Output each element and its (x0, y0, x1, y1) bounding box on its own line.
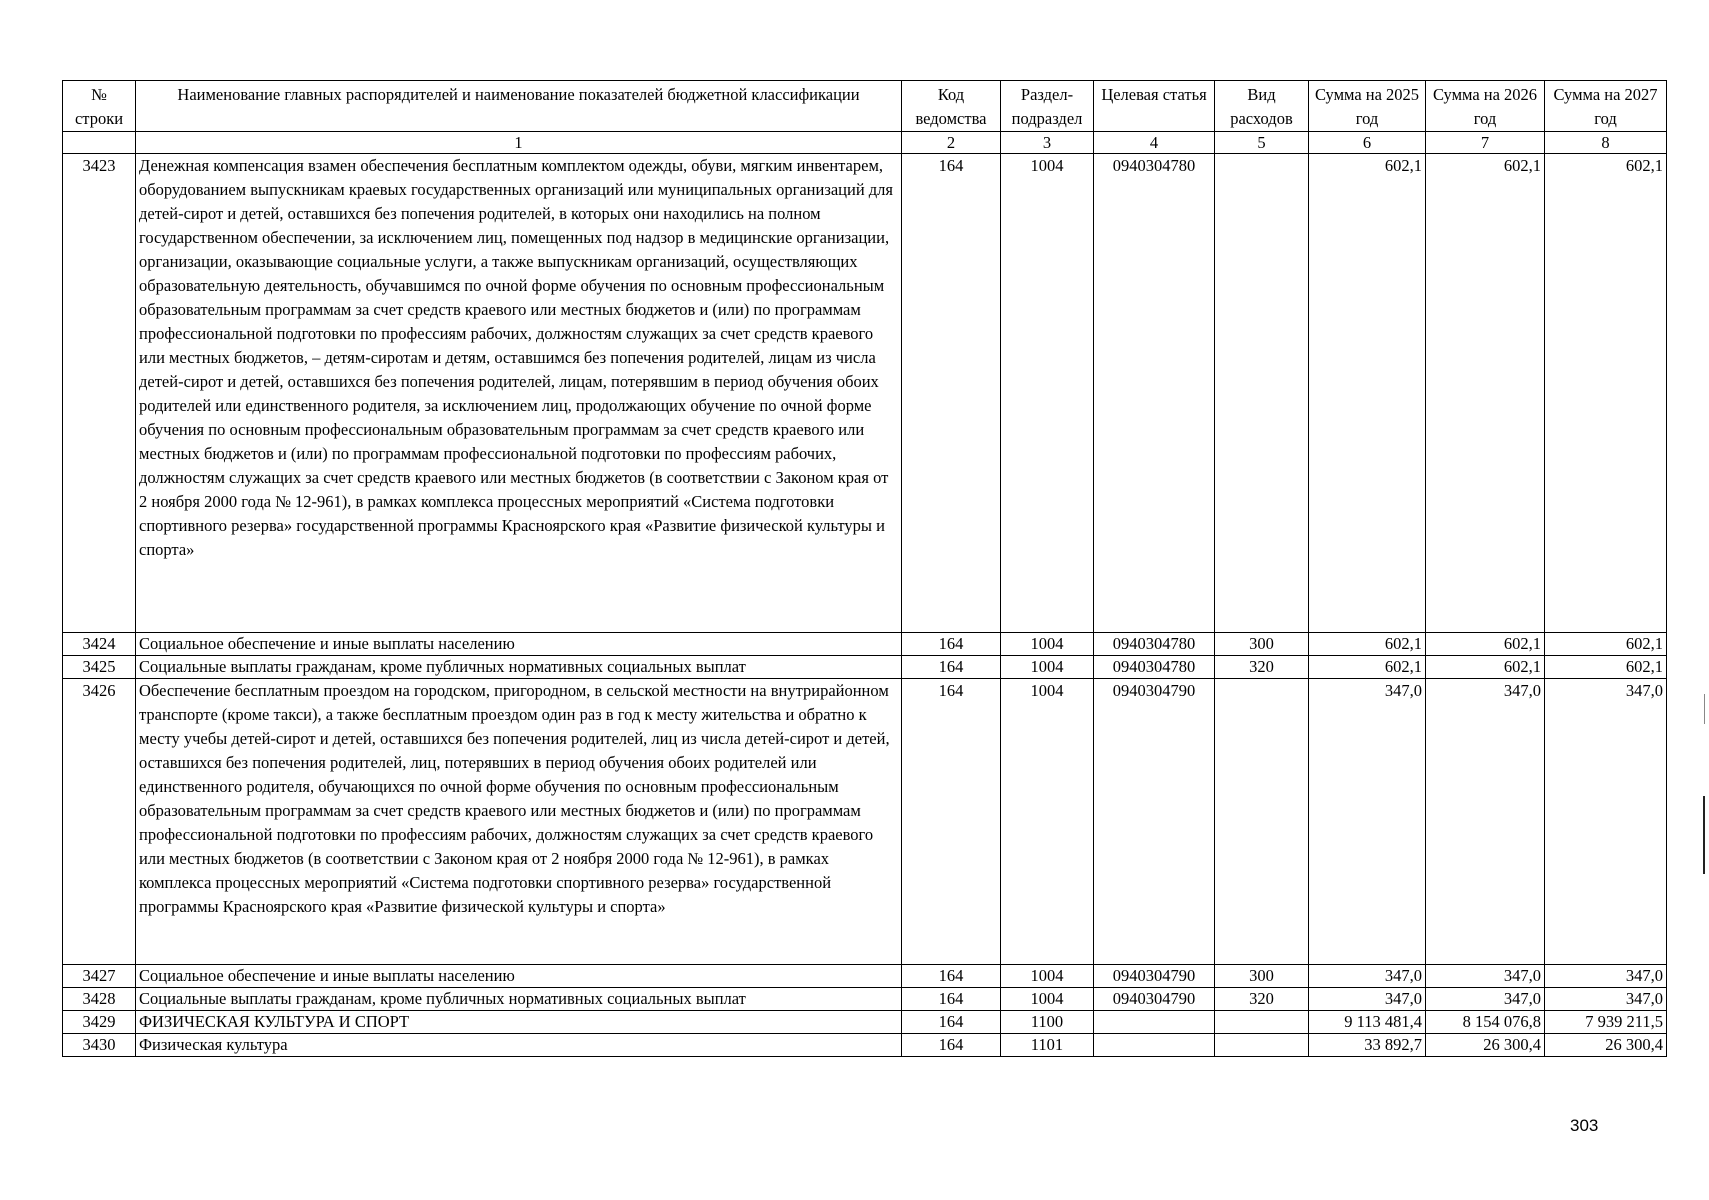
row-expense-type: 300 (1215, 965, 1309, 988)
column-number: 2 (902, 132, 1001, 154)
row-sum-2026: 347,0 (1426, 965, 1545, 988)
row-number: 3427 (63, 965, 136, 988)
row-target: 0940304780 (1094, 656, 1215, 679)
row-sum-2026: 602,1 (1426, 154, 1545, 633)
row-number: 3428 (63, 988, 136, 1011)
row-sum-2026: 602,1 (1426, 633, 1545, 656)
column-number: 8 (1545, 132, 1667, 154)
row-expense-type: 300 (1215, 633, 1309, 656)
row-sum-2026: 602,1 (1426, 656, 1545, 679)
column-number: 3 (1001, 132, 1094, 154)
row-sum-2025: 602,1 (1309, 633, 1426, 656)
table-row (63, 1011, 1667, 1034)
row-sum-2026: 347,0 (1426, 988, 1545, 1011)
row-sum-2025: 9 113 481,4 (1309, 1011, 1426, 1034)
row-expense-type (1215, 1034, 1309, 1057)
row-dept-code: 164 (902, 1011, 1001, 1034)
row-sum-2026: 347,0 (1426, 679, 1545, 965)
table-row (63, 1034, 1667, 1057)
row-sum-2027: 347,0 (1545, 679, 1667, 965)
row-sum-2025: 602,1 (1309, 656, 1426, 679)
row-number: 3424 (63, 633, 136, 656)
row-sum-2027: 26 300,4 (1545, 1034, 1667, 1057)
column-number: 1 (136, 132, 902, 154)
header-row (63, 81, 1667, 132)
column-number: 6 (1309, 132, 1426, 154)
column-number: 7 (1426, 132, 1545, 154)
row-expense-type (1215, 1011, 1309, 1034)
header-name: Наименование главных распорядителей и наименование показателей бюджетной классификации (136, 81, 902, 132)
row-number: 3425 (63, 656, 136, 679)
row-number: 3426 (63, 679, 136, 965)
row-target: 0940304790 (1094, 679, 1215, 965)
scan-artifact (1703, 796, 1705, 874)
row-target: 0940304780 (1094, 154, 1215, 633)
row-expense-type: 320 (1215, 988, 1309, 1011)
table-row (63, 154, 1667, 633)
row-name: Социальное обеспечение и иные выплаты населению (136, 633, 902, 656)
header-target: Целевая статья (1094, 81, 1215, 132)
row-number: 3429 (63, 1011, 136, 1034)
header-sum-2025: Сумма на 2025 год (1309, 81, 1426, 132)
row-dept-code: 164 (902, 154, 1001, 633)
row-sum-2026: 8 154 076,8 (1426, 1011, 1545, 1034)
row-section: 1004 (1001, 965, 1094, 988)
row-sum-2025: 602,1 (1309, 154, 1426, 633)
row-name: Социальные выплаты гражданам, кроме публичных нормативных социальных выплат (136, 656, 902, 679)
row-dept-code: 164 (902, 988, 1001, 1011)
row-sum-2025: 347,0 (1309, 988, 1426, 1011)
row-expense-type (1215, 154, 1309, 633)
row-target: 0940304790 (1094, 965, 1215, 988)
row-dept-code: 164 (902, 679, 1001, 965)
column-number: 4 (1094, 132, 1215, 154)
row-sum-2025: 347,0 (1309, 965, 1426, 988)
row-dept-code: 164 (902, 656, 1001, 679)
table-row (63, 965, 1667, 988)
row-sum-2025: 347,0 (1309, 679, 1426, 965)
row-target (1094, 1011, 1215, 1034)
row-name: ФИЗИЧЕСКАЯ КУЛЬТУРА И СПОРТ (136, 1011, 902, 1034)
header-row-no: № строки (63, 81, 136, 132)
column-number (63, 132, 136, 154)
row-section: 1004 (1001, 679, 1094, 965)
row-section: 1004 (1001, 988, 1094, 1011)
row-target: 0940304790 (1094, 988, 1215, 1011)
table-row (63, 988, 1667, 1011)
row-name: Социальные выплаты гражданам, кроме публичных нормативных социальных выплат (136, 988, 902, 1011)
row-section: 1004 (1001, 656, 1094, 679)
table-row (63, 656, 1667, 679)
header-section: Раздел-подраздел (1001, 81, 1094, 132)
row-sum-2026: 26 300,4 (1426, 1034, 1545, 1057)
header-expense-type: Вид расходов (1215, 81, 1309, 132)
row-target: 0940304780 (1094, 633, 1215, 656)
row-expense-type: 320 (1215, 656, 1309, 679)
row-target (1094, 1034, 1215, 1057)
page-number: 303 (1570, 1116, 1599, 1135)
row-expense-type (1215, 679, 1309, 965)
row-name: Социальное обеспечение и иные выплаты населению (136, 965, 902, 988)
row-dept-code: 164 (902, 1034, 1001, 1057)
row-sum-2027: 602,1 (1545, 656, 1667, 679)
row-sum-2027: 347,0 (1545, 988, 1667, 1011)
row-section: 1004 (1001, 154, 1094, 633)
row-dept-code: 164 (902, 633, 1001, 656)
header-sum-2026: Сумма на 2026 год (1426, 81, 1545, 132)
row-name: Обеспечение бесплатным проездом на городском, пригородном, в сельской местности на внутрирайонном транспорте (кроме такси), а также бесплатным проездом один раз в год к месту жительства и обратно к месту учебы детей-сирот и детей, оставшихся без попечения родителей, лиц из числа детей-сирот и детей, оставшихся без попечения родителей, лиц, потерявших в период обучения обоих родителей или единственного родителя, обучающихся по очной форме обучения по основным профессиональным образовательным программам за счет средств краевого или местных бюджетов и (или) по программам профессиональной подготовки по профессиям рабочих, должностям служащих за счет средств краевого или местных бюджетов (в соответствии с Законом края от 2 ноября 2000 года № 12-961), в рамках комплекса процессных мероприятий «Система подготовки спортивного резерва» государственной программы Красноярского края «Развитие физической культуры и спорта» (136, 679, 902, 965)
column-number: 5 (1215, 132, 1309, 154)
header-sum-2027: Сумма на 2027 год (1545, 81, 1667, 132)
row-sum-2027: 602,1 (1545, 154, 1667, 633)
row-sum-2027: 7 939 211,5 (1545, 1011, 1667, 1034)
column-number-row (63, 132, 1667, 154)
row-sum-2027: 602,1 (1545, 633, 1667, 656)
row-dept-code: 164 (902, 965, 1001, 988)
header-dept-code: Код ведомства (902, 81, 1001, 132)
row-name: Физическая культура (136, 1034, 902, 1057)
table-row (63, 679, 1667, 965)
row-number: 3430 (63, 1034, 136, 1057)
table-row (63, 633, 1667, 656)
row-sum-2027: 347,0 (1545, 965, 1667, 988)
budget-table (62, 80, 1667, 1057)
row-sum-2025: 33 892,7 (1309, 1034, 1426, 1057)
row-number: 3423 (63, 154, 136, 633)
scan-artifact (1704, 694, 1705, 724)
row-section: 1100 (1001, 1011, 1094, 1034)
row-section: 1004 (1001, 633, 1094, 656)
row-name: Денежная компенсация взамен обеспечения бесплатным комплектом одежды, обуви, мягким инвентарем, оборудованием выпускникам краевых государственных организаций или муниципальных организаций для детей-сирот и детей, оставшихся без попечения родителей, в которых они находились на полном государственном обеспечении, за исключением лиц, помещенных под надзор в медицинские организации, организации, оказывающие социальные услуги, а также выпускникам организаций, осуществляющих образовательную деятельность, обучавшимся по очной форме обучения по основным профессиональным образовательным программам за счет средств краевого или местных бюджетов и (или) по программам профессиональной подготовки по профессиям рабочих, должностям служащих за счет средств краевого или местных бюджетов, – детям-сиротам и детям, оставшимся без попечения родителей, лицам из числа детей-сирот и детей, оставшихся без попечения родителей, лицам, потерявшим в период обучения обоих родителей или единственного родителя, за исключением лиц, продолжающих обучение по очной форме обучения по основным профессиональным образовательным программам за счет средств краевого или местных бюджетов и (или) по программам профессиональной подготовки по профессиям рабочих, должностям служащих за счет средств краевого или местных бюджетов (в соответствии с Законом края от 2 ноября 2000 года № 12-961), в рамках комплекса процессных мероприятий «Система подготовки спортивного резерва» государственной программы Красноярского края «Развитие физической культуры и спорта» (136, 154, 902, 633)
row-section: 1101 (1001, 1034, 1094, 1057)
